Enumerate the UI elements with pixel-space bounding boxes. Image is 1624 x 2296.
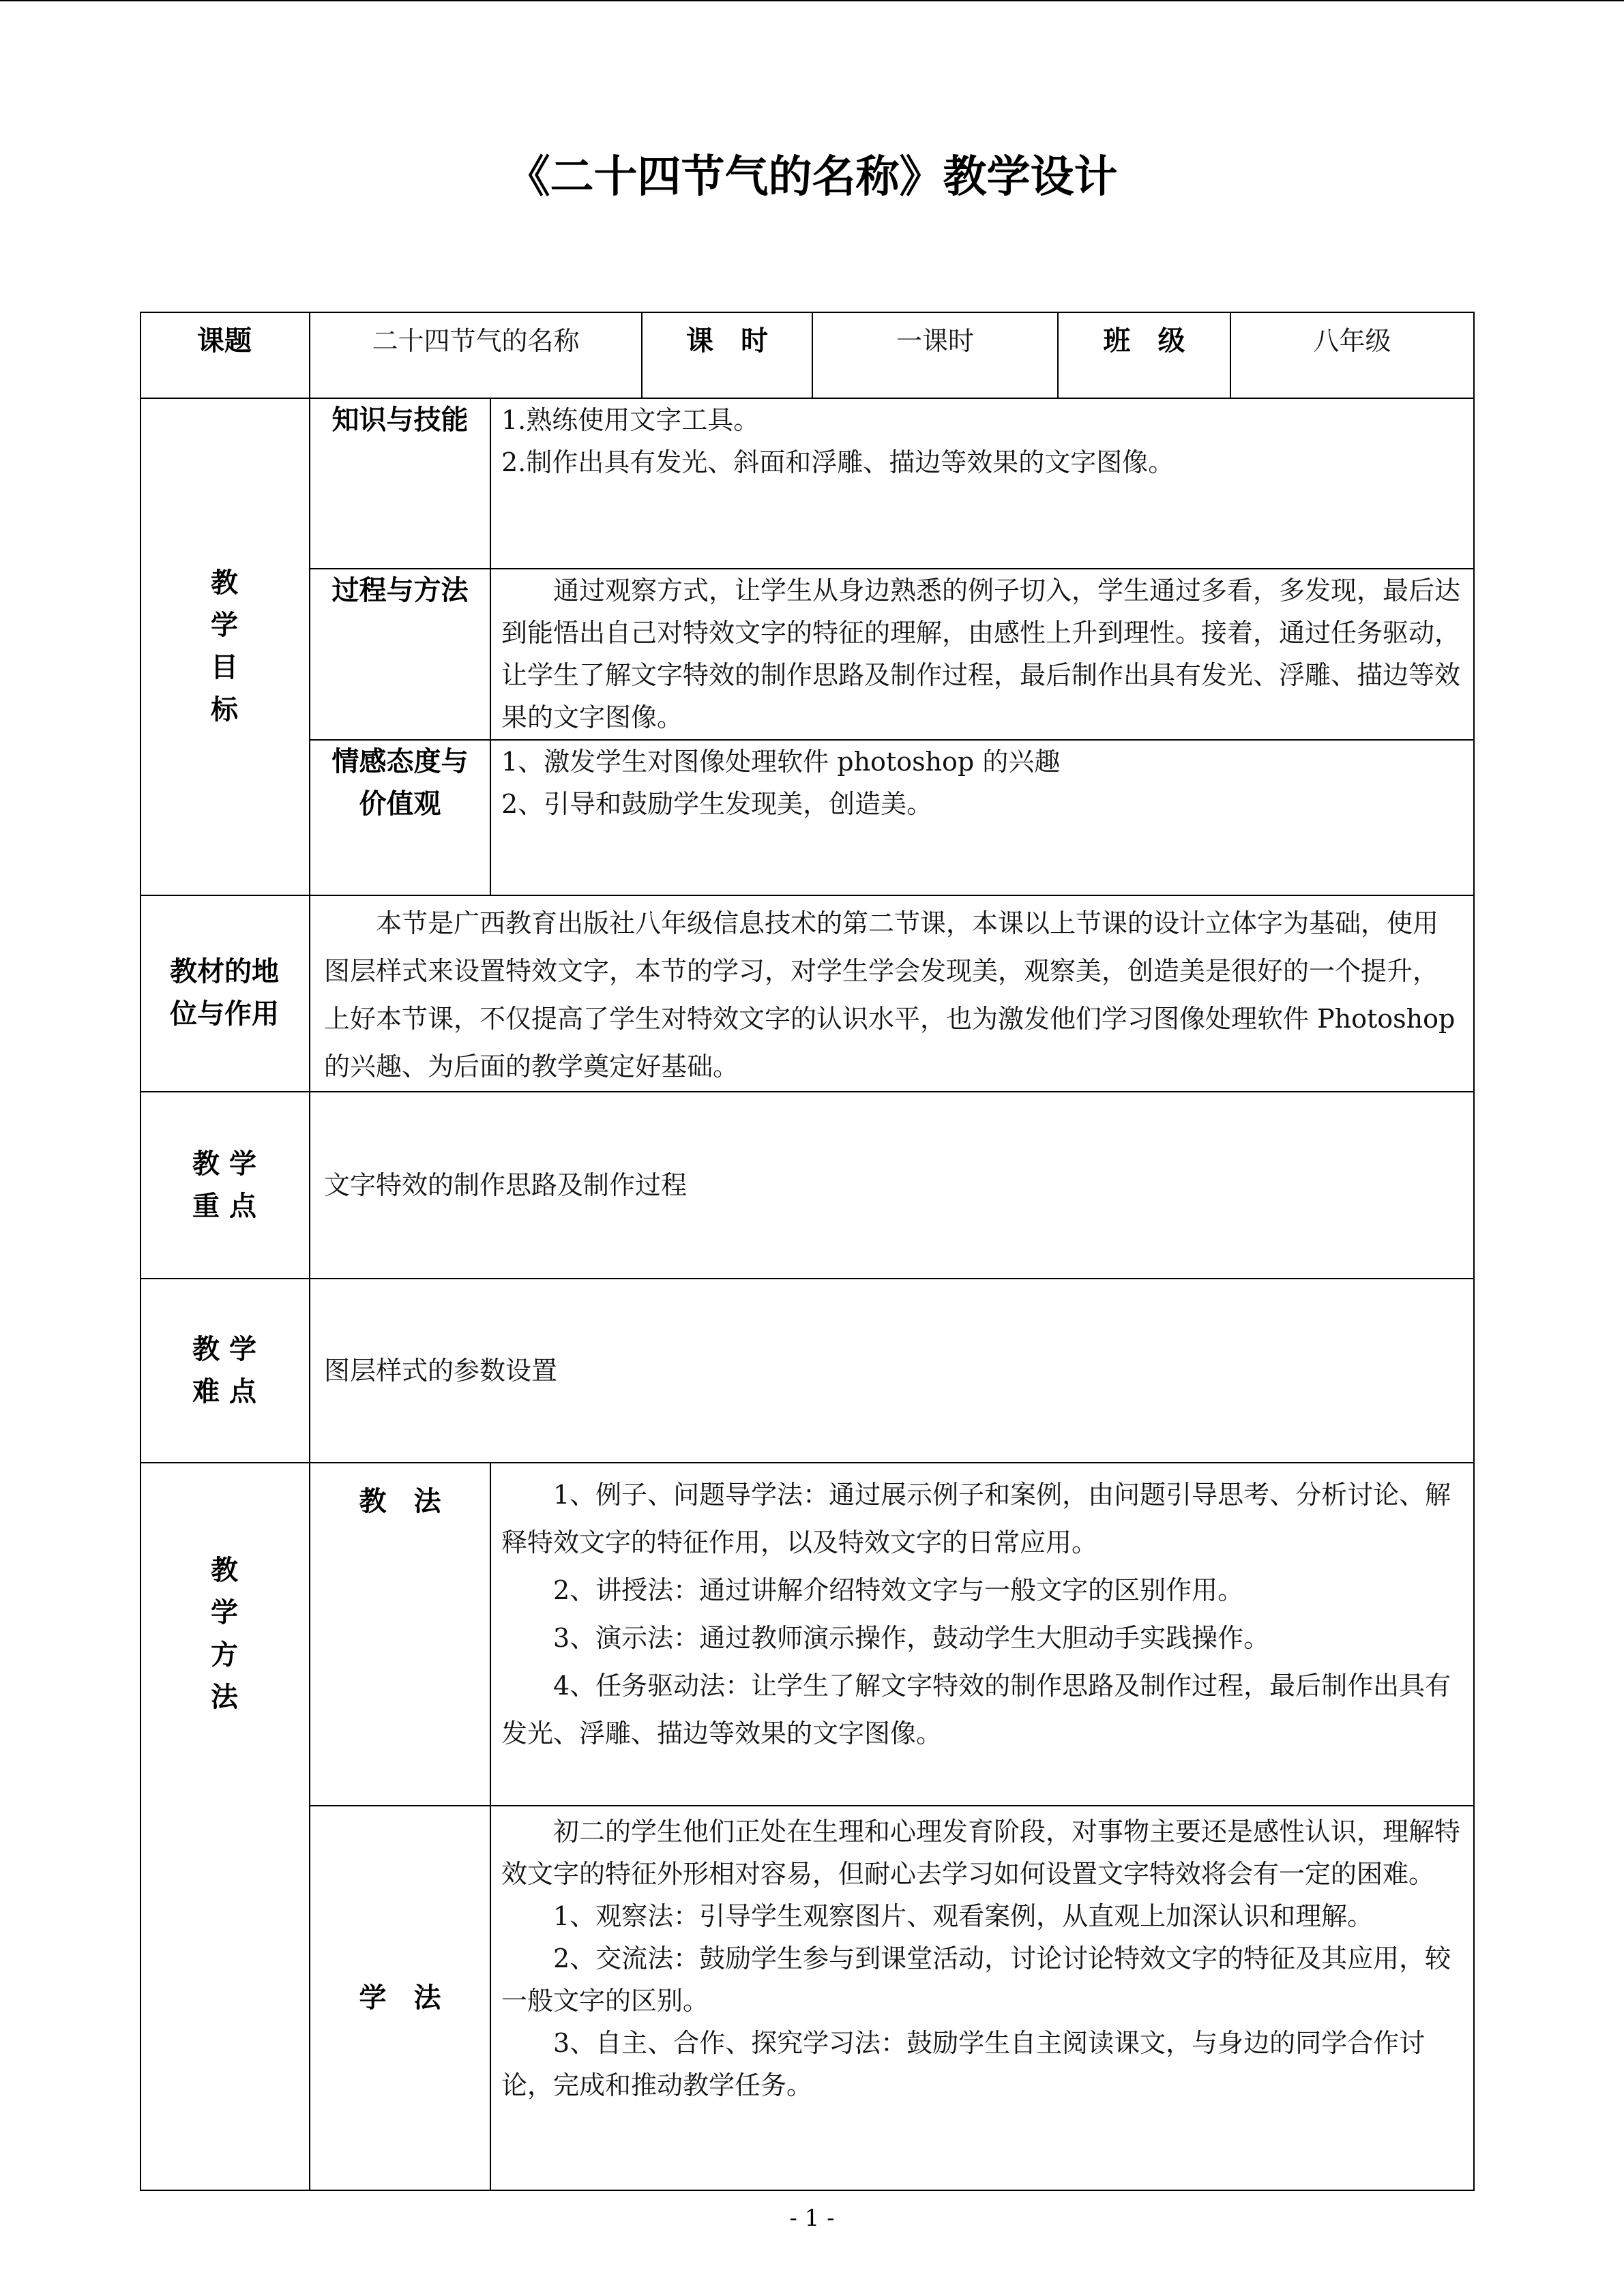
learning-method-content	[501, 1810, 1463, 2106]
page-number: - 1 -	[789, 2205, 835, 2232]
knowledge-line: 2.制作出具有发光、斜面和浮雕、描边等效果的文字图像。	[501, 447, 1175, 477]
learning-method-item: 1、观察法：引导学生观察图片、观看案例，从直观上加深认识和理解。	[553, 1901, 1374, 1931]
knowledge-line: 1.熟练使用文字工具。	[501, 405, 760, 435]
table-divider	[490, 398, 491, 895]
material-label-line: 教材的地	[170, 956, 279, 987]
methods-label-char: 方	[211, 1639, 238, 1671]
keypoint-label	[140, 1092, 309, 1278]
objectives-label-char: 学	[211, 609, 238, 641]
methods-label	[140, 1463, 309, 1804]
keypoint-content: 文字特效的制作思路及制作过程	[324, 1170, 688, 1200]
material-label-line: 位与作用	[170, 998, 279, 1030]
class-value: 八年级	[1313, 326, 1391, 356]
learning-method-label	[310, 1806, 490, 2190]
teaching-method-item: 4、任务驱动法：让学生了解文字特效的制作思路及制作过程，最后制作出具有发光、浮雕、描边等效果的文字图像。	[501, 1671, 1451, 1748]
period-label: 课 时	[686, 325, 768, 357]
material-label	[140, 895, 309, 1091]
learning-method-item: 3、自主、合作、探究学习法：鼓励学生自主阅读课文，与身边的同学合作讨论，完成和推动教学任务。	[501, 2028, 1426, 2100]
lesson-plan-table	[140, 312, 1475, 2191]
topic-label: 课题	[197, 325, 252, 357]
teaching-method-item: 1、例子、问题导学法：通过展示例子和案例，由问题引导思考、分析讨论、解释特效文字的特征作用，以及特效文字的日常应用。	[501, 1480, 1451, 1557]
class-label: 班 级	[1103, 325, 1185, 357]
learning-method-item: 初二的学生他们正处在生理和心理发育阶段，对事物主要还是感性认识，理解特效文字的特征外形相对容易，但耐心去学习如何设置文字特效将会有一定的困难。	[501, 1817, 1461, 1889]
process-label: 过程与方法	[331, 575, 469, 606]
period-value: 一课时	[896, 326, 974, 356]
difficulty-label-line: 难 点	[192, 1376, 256, 1407]
teaching-method-content	[501, 1471, 1463, 1757]
knowledge-content	[501, 399, 1463, 483]
top-border	[0, 0, 1624, 1]
table-divider	[140, 895, 1475, 896]
teaching-method-label: 教 法	[359, 1486, 441, 1517]
objectives-label-char: 教	[211, 567, 238, 599]
methods-label-char: 法	[211, 1682, 238, 1713]
topic-value: 二十四节气的名称	[372, 326, 580, 356]
keypoint-label-line: 教 学	[192, 1148, 256, 1180]
learning-method-label-text: 学 法	[359, 1982, 441, 2014]
learning-spacer	[140, 1806, 309, 2190]
difficulty-label-line: 教 学	[192, 1334, 256, 1365]
difficulty-label	[140, 1279, 309, 1462]
table-border	[140, 2190, 1475, 2191]
teaching-method-item: 2、讲授法：通过讲解介绍特效文字与一般文字的区别作用。	[553, 1575, 1244, 1605]
teaching-method-item: 3、演示法：通过教师演示操作，鼓动学生大胆动手实践操作。	[553, 1623, 1270, 1653]
material-content: 本节是广西教育出版社八年级信息技术的第二节课，本课以上节课的设计立体字为基础，使用图层样式来设置特效文字，本节的学习，对学生学会发现美，观察美，创造美是很好的一个提升，上好本节课，不仅提高了学生对特效文字的认识水平，也为激发他们学习图像处理软件 Photoshop 的兴趣、为后面的教学奠定好基础。	[324, 908, 1456, 1082]
objectives-label	[140, 398, 309, 895]
emotion-content	[501, 741, 1463, 825]
emotion-line: 2、引导和鼓励学生发现美，创造美。	[501, 789, 933, 819]
keypoint-label-line: 重 点	[192, 1191, 256, 1222]
objectives-label-char: 目	[211, 651, 238, 683]
learning-method-item: 2、交流法：鼓励学生参与到课堂活动，讨论讨论特效文字的特征及其应用，较一般文字的区别。	[501, 1943, 1451, 2016]
difficulty-content: 图层样式的参数设置	[324, 1356, 558, 1386]
emotion-label-line: 价值观	[359, 788, 441, 820]
objectives-label-char: 标	[211, 694, 238, 726]
knowledge-label: 知识与技能	[331, 404, 469, 436]
emotion-label-line: 情感态度与	[331, 746, 469, 777]
document-title: 《二十四节气的名称》教学设计	[506, 151, 1118, 203]
process-content: 通过观察方式，让学生从身边熟悉的例子切入，学生通过多看，多发现，最后达到能悟出自己对特效文字的特征的理解，由感性上升到理性。接着，通过任务驱动，让学生了解文字特效的制作思路及制作过程，最后制作出具有发光、浮雕、描边等效果的文字图像。	[501, 576, 1461, 732]
methods-label-char: 教	[211, 1555, 238, 1586]
methods-label-char: 学	[211, 1597, 238, 1628]
emotion-label	[310, 741, 490, 825]
emotion-line: 1、激发学生对图像处理软件 photoshop 的兴趣	[501, 747, 1061, 777]
table-border	[1473, 312, 1475, 2191]
table-divider	[490, 1462, 491, 2190]
